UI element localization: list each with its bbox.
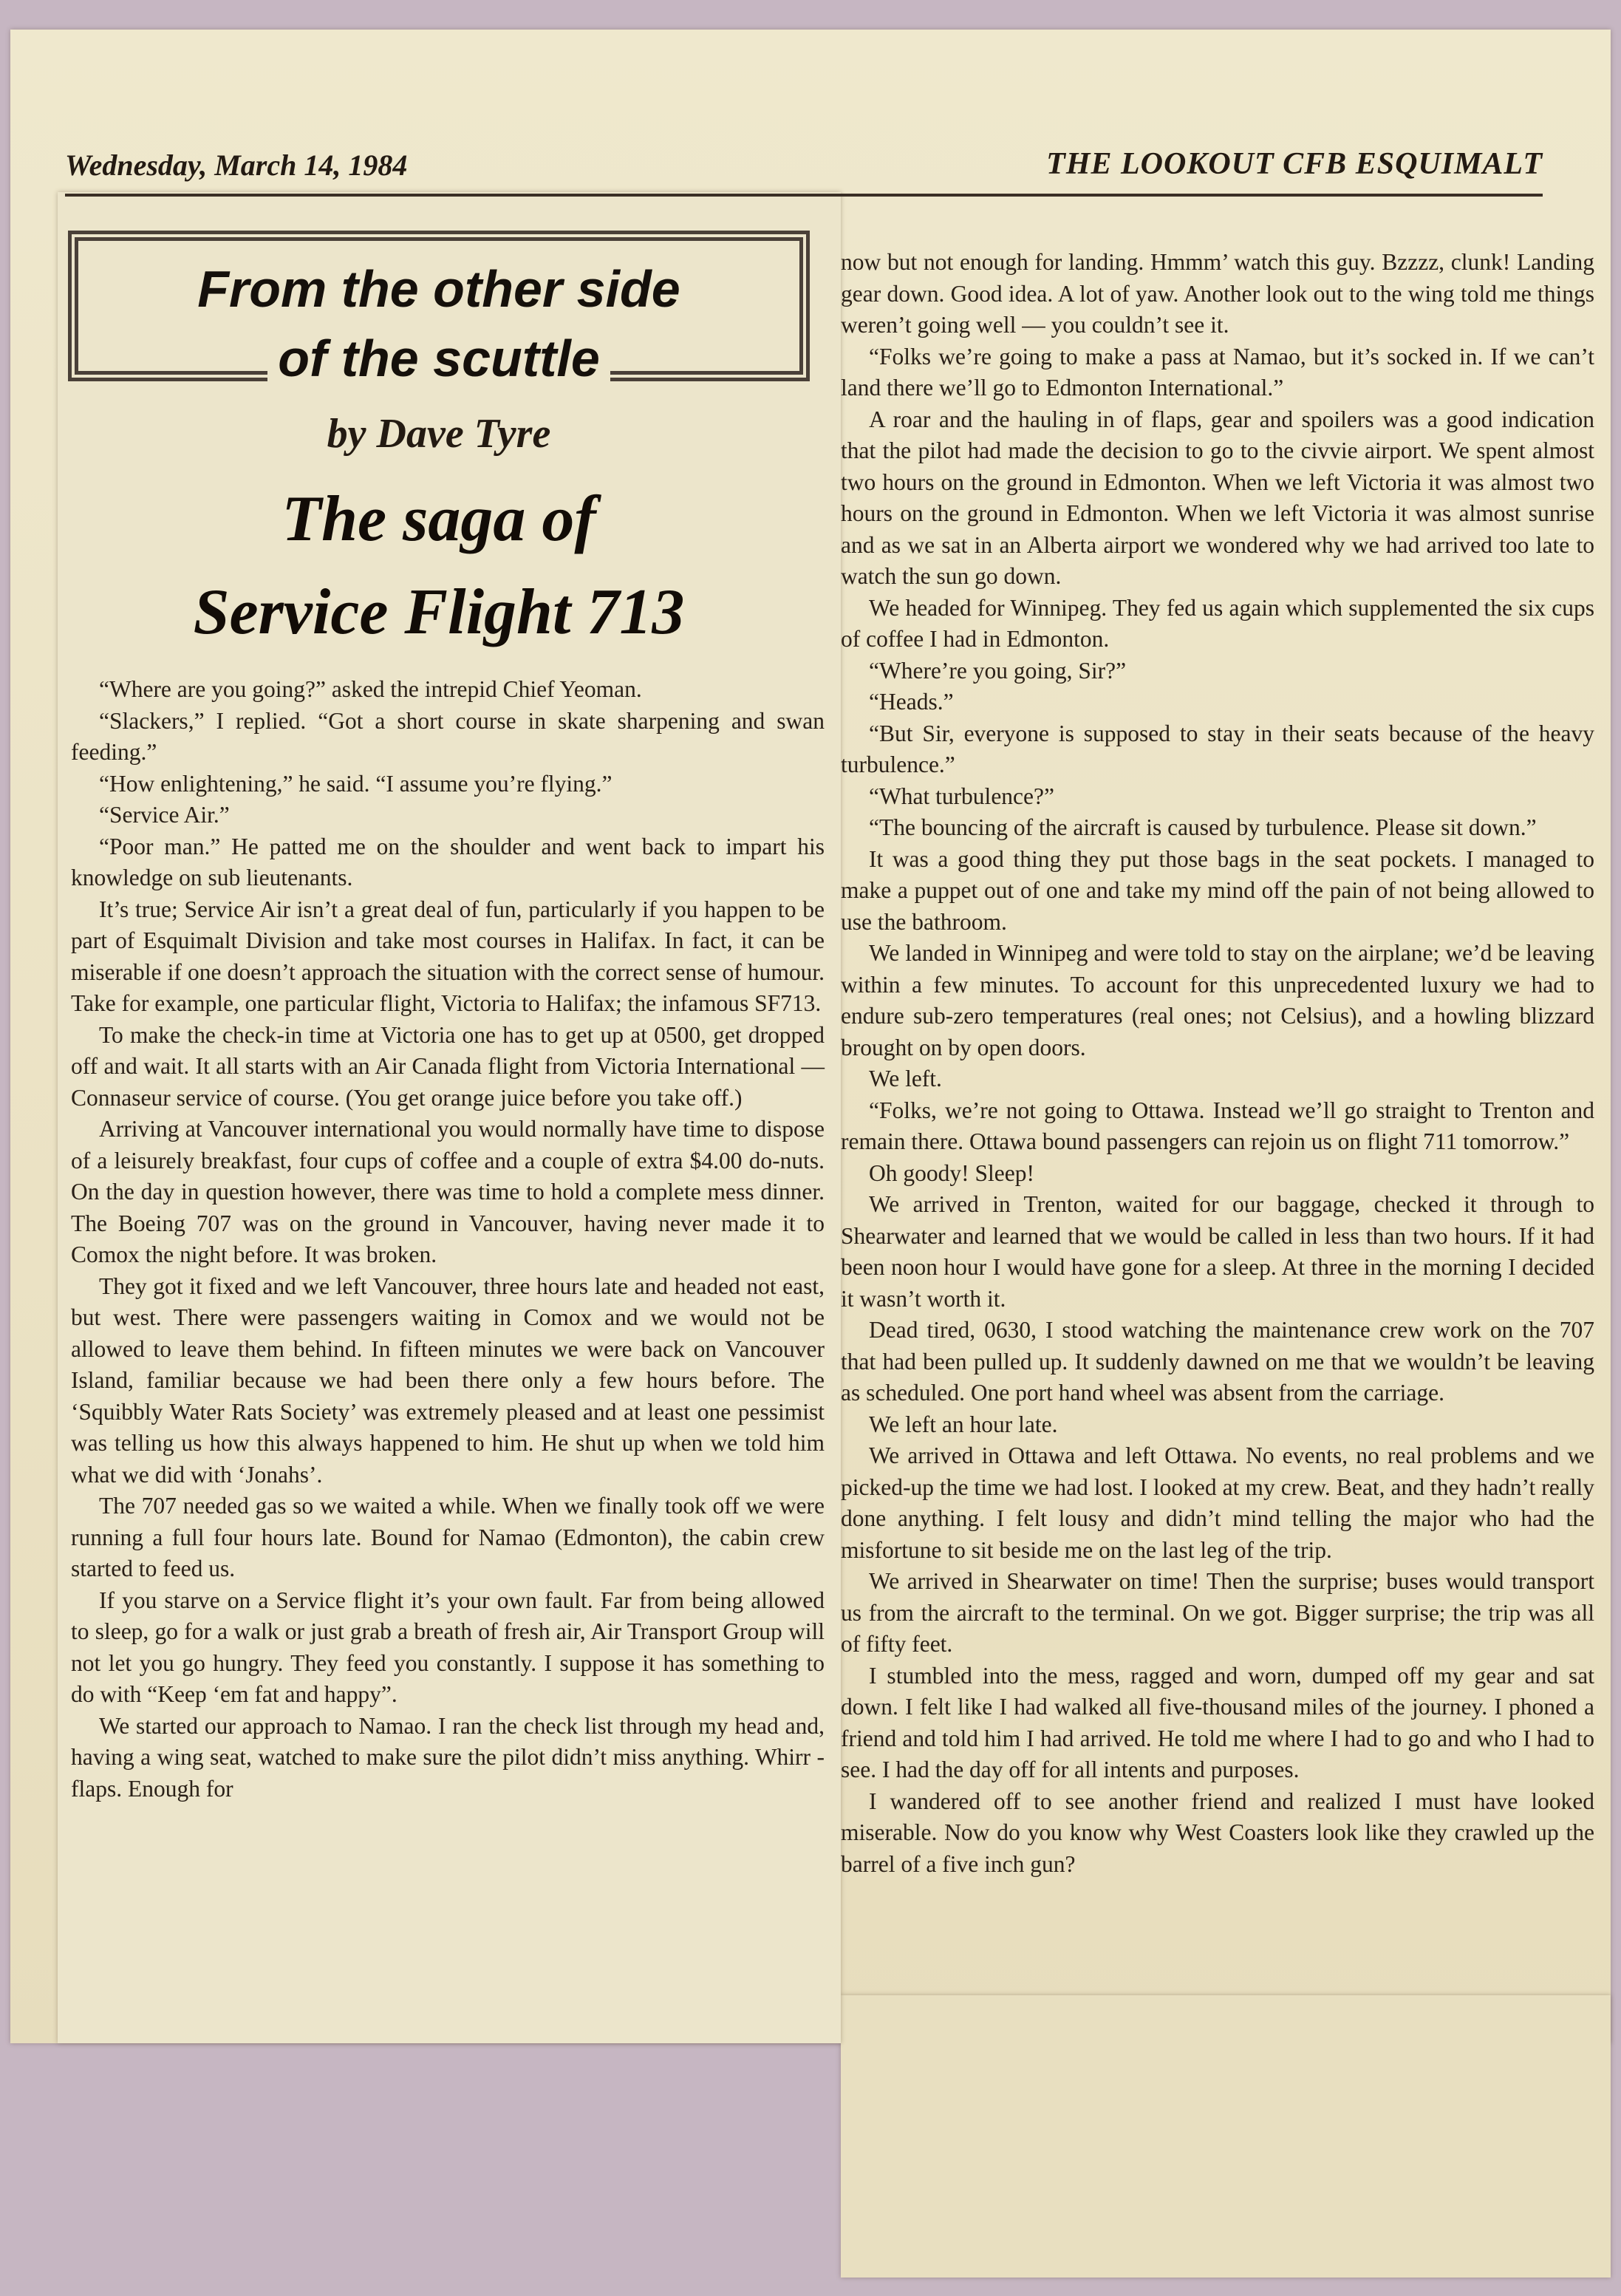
paragraph: We arrived in Ottawa and left Ottawa. No events, no real problems and we picked-up the time we had lost. I looked at my crew. Beat, and they hadn’t really done anything. I felt lousy and didn’t mind telling the major who had the misfortune to sit beside me on the last leg of the trip. [841,1442,1594,1563]
paragraph: “Poor man.” He patted me on the shoulder and went back to impart his knowledge on sub lieutenants. [71,833,825,890]
paragraph: They got it fixed and we left Vancouver, three hours late and headed not east, but west. There were passengers waiting in Comox and we would not be allowed to leave them behind. In fifteen minutes we were back on Vancouver Island, familiar because we had been there only a few hours before. The ‘Squibbly Water Rats Society’ was extremely pleased and at least one pessimist was telling us how this always happened to him. He shut up when we told him what we did with ‘Jonahs’. [71,1273,825,1488]
paragraph: We headed for Winnipeg. They fed us again which supplemented the six cups of coffee I had in Edmonton. [841,594,1594,652]
article-right-column [841,247,1594,1880]
paragraph: “The bouncing of the aircraft is caused by turbulence. Please sit down.” [869,814,1537,840]
paragraph: It’s true; Service Air isn’t a great deal of fun, particularly if you happen to be part of Esquimalt Division and take most courses in Halifax. In fact, it can be miserable if one doesn’t approach the situation with the correct sense of humour. Take for example, one particular flight, Victoria to Halifax; the infamous SF713. [71,896,825,1016]
paragraph: I stumbled into the mess, ragged and worn, dumped off my gear and sat down. I felt like I had walked all five-thousand miles of the journey. I phoned a friend and told him I had arrived. He told me where I had to go and who I had to see. I had the day off for all intents and purposes. [841,1662,1594,1782]
paragraph: “Heads.” [869,689,954,715]
paragraph-struck-through: The 707 needed gas so we waited a while. When we finally took off we were running a full four hours late. Bound for Namao (Edmonton), the cabin crew started to feed us. [71,1493,825,1581]
paragraph: I wandered off to see another friend and realized I must have looked miserable. Now do you know why West Coasters look like they crawled up the barrel of a five inch gun? [841,1788,1594,1877]
paragraph: Oh goody! Sleep! [869,1159,1034,1186]
paragraph: We landed in Winnipeg and were told to stay on the airplane; we’d be leaving within a few minutes. To account for this unprecedented luxury we had to endure sub-zero temperatures (real ones; not Celsius), and a howling blizzard brought on by open doors. [841,940,1594,1060]
paragraph: It was a good thing they put those bags in the seat pockets. I managed to make a puppet out of one and take my mind off the pain of not being allowed to use the bathroom. [841,845,1594,935]
paragraph: “Service Air.” [99,802,230,828]
clipping-tail-piece [841,1995,1611,2278]
publication-name: THE LOOKOUT CFB ESQUIMALT [1046,147,1543,181]
column-title-line-1: From the other side [197,260,680,318]
issue-date: Wednesday, March 14, 1984 [65,149,408,182]
paragraph: A roar and the hauling in of flaps, gear and spoilers was a good indication that the pilot had made the decision to go to the civvie airport. We spent almost two hours on the ground in Edmonton. When we left Victoria it was almost two hours on the ground in Edmonton. When we left Victoria it was almost sunrise and as we sat in an Alberta airport we wondered why we had arrived too late to watch the sun go down. [841,406,1594,589]
paragraph: To make the check-in time at Victoria one has to get up at 0500, get dropped off and wait. It all starts with an Air Canada flight from Victoria International — Connaseur service of course. (You get orange juice before you take off.) [71,1021,825,1111]
column-title-line-2: of the scuttle [267,324,610,392]
paragraph: “How enlightening,” he said. “I assume you’re flying.” [99,770,612,797]
paragraph: “Slackers,” I replied. “Got a short course in skate sharpening and swan feeding.” [71,707,825,765]
article-left-column [71,674,825,1805]
article-headline [68,473,810,659]
paragraph: “Where are you going?” asked the intrepid Chief Yeoman. [99,676,642,702]
page-header [65,140,1543,197]
byline: by Dave Tyre [327,411,551,457]
paragraph: now but not enough for landing. Hmmm’ watch this guy. Bzzzz, clunk! Landing gear down. Good idea. A lot of yaw. Another look out to the wing told me things weren’t going well — you couldn’t see it. [841,249,1594,338]
paragraph: Dead tired, 0630, I stood watching the maintenance crew work on the 707 that had been pulled up. It suddenly dawned on me that we wouldn’t be leaving as scheduled. One port hand wheel was absent from the carriage. [841,1317,1594,1406]
paragraph: We arrived in Shearwater on time! Then the surprise; buses would transport us from the aircraft to the terminal. On we got. Bigger surprise; the trip was all of fifty feet. [841,1568,1594,1657]
paragraph: “But Sir, everyone is supposed to stay in their seats because of the heavy turbulence.” [841,720,1594,777]
headline-line-2: Service Flight 713 [193,576,685,648]
headline-line-1: The saga of [281,483,596,555]
paragraph: We left. [869,1066,942,1091]
paragraph: “Folks we’re going to make a pass at Namao, but it’s socked in. If we can’t land there we’ll go to Edmonton International.” [841,343,1594,401]
paragraph: “What turbulence?” [869,783,1054,809]
paragraph: “Folks, we’re not going to Ottawa. Instead we’ll go straight to Trenton and remain there. Ottawa bound passengers can rejoin us on flight 711 tomorrow.” [841,1097,1594,1154]
paragraph: We arrived in Trenton, waited for our baggage, checked it through to Shearwater and learned that we would be called in less than two hours. If it had been noon hour I would have gone for a sleep. At three in the morning I decided it wasn’t worth it. [841,1191,1594,1312]
column-title [68,255,810,392]
paragraph: We started our approach to Namao. I ran the check list through my head and, having a wing seat, watched to make sure the pilot didn’t miss anything. Whirr - flaps. Enough for [71,1712,825,1802]
paragraph: Arriving at Vancouver international you would normally have time to dispose of a leisurely breakfast, four cups of coffee and a couple of extra $4.00 do-nuts. On the day in question however, there was time to hold a complete mess dinner. The Boeing 707 was on the ground in Vancouver, having never made it to Comox the night before. It was broken. [71,1116,825,1267]
paragraph: If you starve on a Service flight it’s your own fault. Far from being allowed to sleep, go for a walk or just grab a breath of fresh air, Air Transport Group will not let you go hungry. They feed you constantly. I suppose it has something to do with “Keep ‘em fat and happy”. [71,1587,825,1707]
paragraph: We left an hour late. [869,1411,1058,1437]
paragraph: “Where’re you going, Sir?” [869,657,1127,684]
